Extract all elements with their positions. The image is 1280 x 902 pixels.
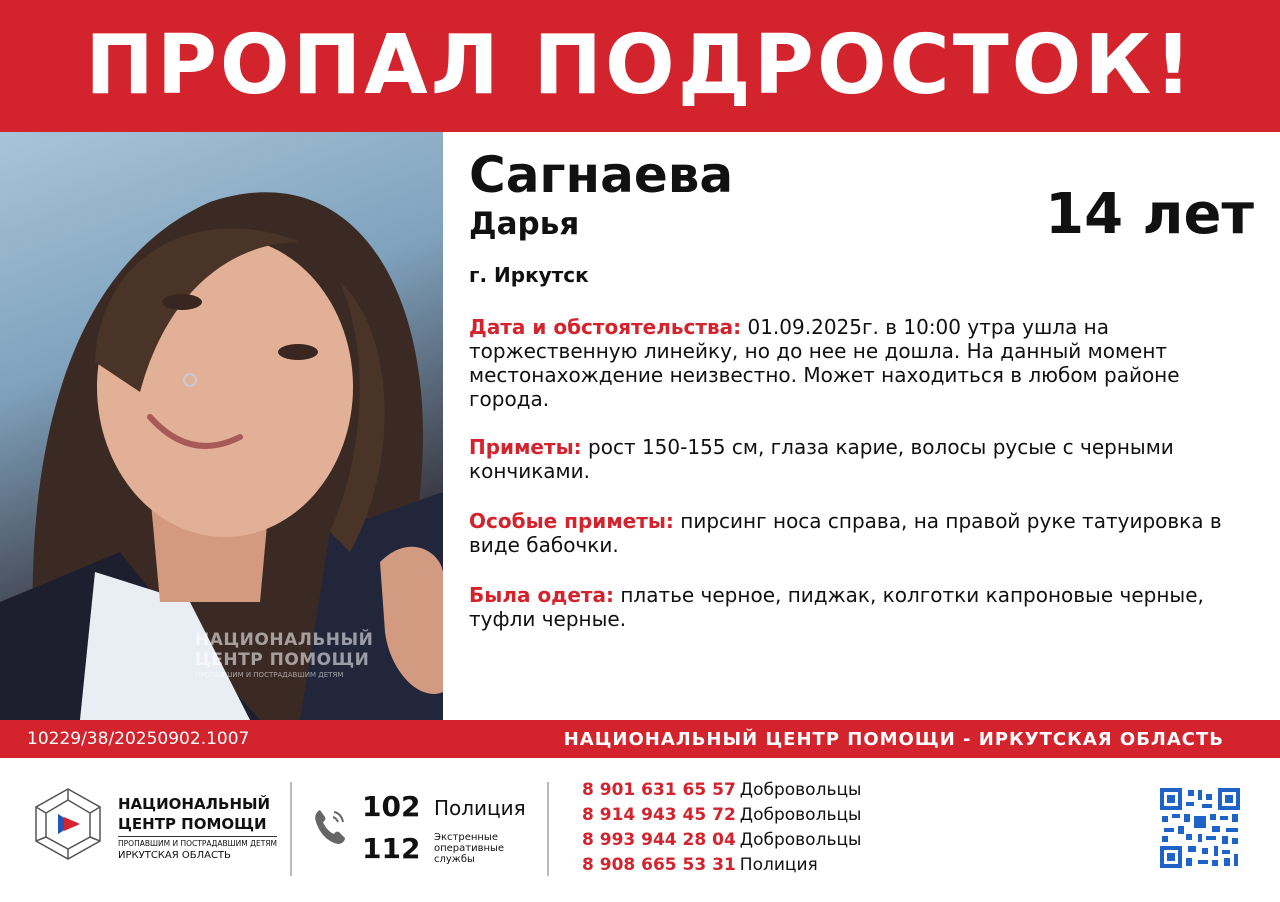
logo-line3: ПРОПАВШИМ И ПОСТРАДАВШИМ ДЕТЯМ bbox=[118, 836, 277, 849]
logo-line1: НАЦИОНАЛЬНЫЙ bbox=[118, 795, 271, 813]
emergency-number: 112 bbox=[362, 832, 421, 865]
person-city: г. Иркутск bbox=[469, 263, 589, 287]
features-label: Приметы: bbox=[469, 435, 582, 459]
circumstances-paragraph bbox=[469, 315, 1259, 411]
footer-divider bbox=[290, 782, 292, 876]
person-surname: Сагнаева bbox=[469, 146, 734, 204]
logo-line4: ИРКУТСКАЯ ОБЛАСТЬ bbox=[118, 850, 231, 861]
person-first-name: Дарья bbox=[469, 206, 580, 242]
headline: ПРОПАЛ ПОДРОСТОК! bbox=[85, 18, 1195, 113]
contact-phone[interactable]: 8 993 944 28 04 bbox=[582, 830, 736, 850]
missing-person-photo bbox=[0, 132, 443, 720]
org-region-title: НАЦИОНАЛЬНЫЙ ЦЕНТР ПОМОЩИ - ИРКУТСКАЯ ОБЛАСТЬ bbox=[563, 728, 1224, 750]
phone-icon bbox=[312, 806, 348, 846]
case-id: 10229/38/20250902.1007 bbox=[27, 729, 250, 749]
contact-role: Добровольцы bbox=[739, 805, 862, 825]
clothes-paragraph bbox=[469, 583, 1259, 631]
person-age: 14 лет bbox=[1045, 182, 1254, 247]
contact-item bbox=[582, 803, 861, 828]
police-label: Полиция bbox=[434, 796, 526, 820]
info-strip bbox=[0, 720, 1280, 758]
contact-item bbox=[582, 828, 861, 853]
contact-item bbox=[582, 853, 861, 878]
qr-code[interactable] bbox=[1158, 786, 1242, 870]
special-features-label: Особые приметы: bbox=[469, 509, 674, 533]
contact-phone[interactable]: 8 914 943 45 72 bbox=[582, 805, 736, 825]
special-features-text: пирсинг носа справа, на правой руке татуировка в виде бабочки. bbox=[469, 509, 1222, 557]
circumstances-label: Дата и обстоятельства: bbox=[469, 315, 742, 339]
circumstances-text: 01.09.2025г. в 10:00 утра ушла на торжественную линейку, но до нее не дошла. На данный момент местонахождение неизвестно. Может находиться в любом районе города. bbox=[469, 315, 1180, 411]
clothes-label: Была одета: bbox=[469, 583, 614, 607]
emergency-label: Экстренные оперативные службы bbox=[434, 832, 505, 865]
contact-phone[interactable]: 8 908 665 53 31 bbox=[582, 855, 736, 875]
watermark-line2: ЦЕНТР ПОМОЩИ bbox=[195, 650, 370, 670]
contact-role: Добровольцы bbox=[739, 830, 862, 850]
watermark-line3: ПРОПАВШИМ И ПОСТРАДАВШИМ ДЕТЯМ bbox=[195, 671, 344, 679]
police-number: 102 bbox=[362, 790, 421, 823]
contact-list bbox=[582, 778, 861, 878]
logo-icon bbox=[30, 786, 106, 862]
contact-role: Полиция bbox=[739, 855, 818, 875]
contact-role: Добровольцы bbox=[739, 780, 862, 800]
photo-watermark bbox=[195, 630, 373, 680]
top-banner bbox=[0, 0, 1280, 132]
footer-divider bbox=[547, 782, 549, 876]
person-info-panel bbox=[443, 132, 1280, 720]
special-features-paragraph bbox=[469, 509, 1259, 557]
features-paragraph bbox=[469, 435, 1259, 483]
clothes-text: платье черное, пиджак, колготки капроновые черные, туфли черные. bbox=[469, 583, 1204, 631]
watermark-line1: НАЦИОНАЛЬНЫЙ bbox=[195, 630, 374, 650]
logo-text bbox=[118, 794, 277, 862]
features-text: рост 150-155 см, глаза карие, волосы русые с черными кончиками. bbox=[469, 435, 1174, 483]
logo-line2: ЦЕНТР ПОМОЩИ bbox=[118, 815, 267, 833]
contact-phone[interactable]: 8 901 631 65 57 bbox=[582, 780, 736, 800]
contact-item bbox=[582, 778, 861, 803]
footer bbox=[0, 758, 1280, 902]
